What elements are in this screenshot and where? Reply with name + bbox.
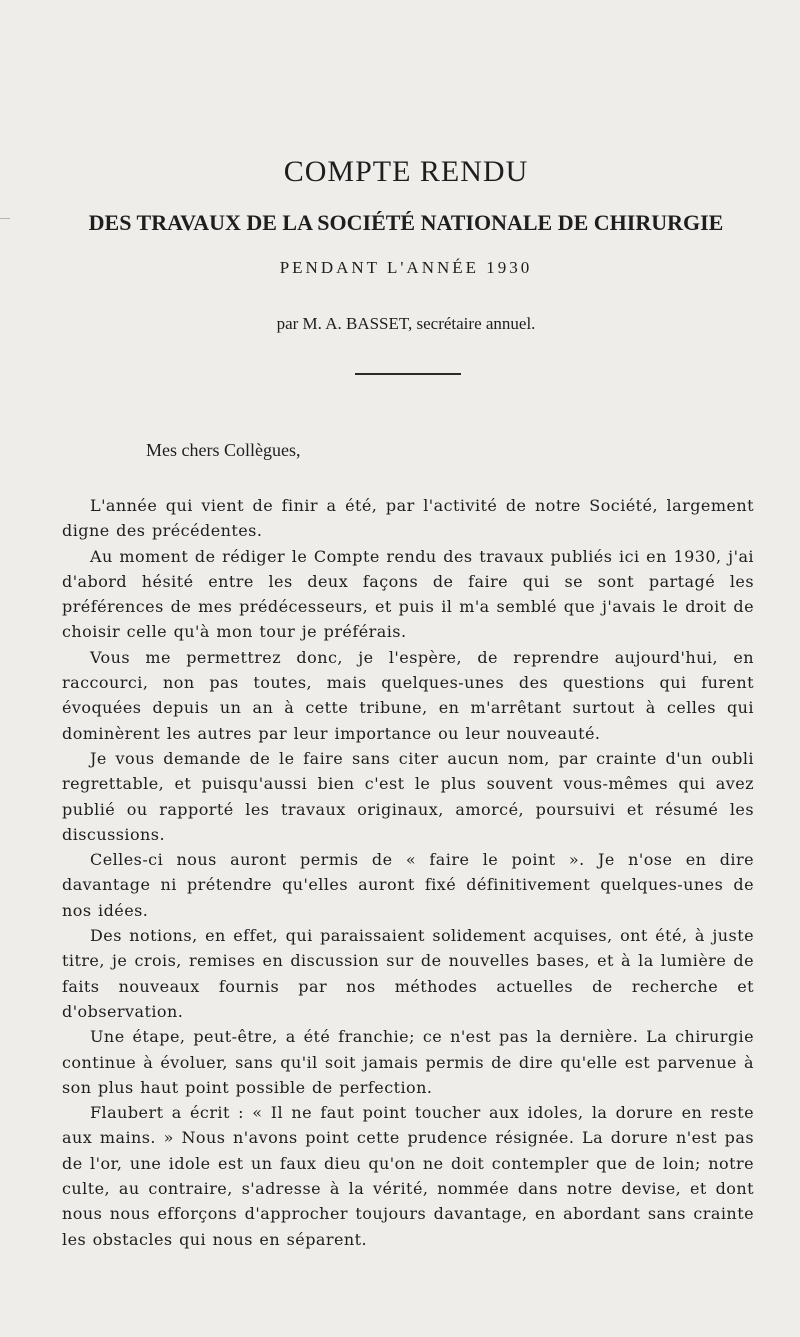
paragraph: Je vous demande de le faire sans citer aucun nom, par crainte d'un oubli regrettable, et puisqu'aussi bien c'est le plus souvent vous-mêmes qui avez publié ou rapporté les travaux originaux, amorcé, poursuivi et résumé les discussions. [62, 748, 754, 844]
paragraph: Vous me permettrez donc, je l'espère, de reprendre aujourd'hui, en raccourci, non pas toutes, mais quelques-unes des questions qui furent évoquées depuis un an à cette tribune, en m'arrêtant surtout à celles qui dominèrent les autres par leur importance ou leur nouveauté. [62, 647, 754, 743]
paragraph: Celles-ci nous auront permis de « faire le point ». Je n'ose en dire davantage ni prétendre qu'elles auront fixé définitivement quelques-unes de nos idées. [62, 850, 754, 920]
paragraph: Des notions, en effet, qui paraissaient solidement acquises, ont été, à juste titre, je crois, remises en discussion sur de nouvelles bases, et à la lumière de faits nouveaux fournis par nos méthodes actuelles de recherche et d'observation. [62, 926, 754, 1021]
paragraph: Au moment de rédiger le Compte rendu des travaux publiés ici en 1930, j'ai d'abord hésité entre les deux façons de faire qui se sont partagé les préférences de mes prédécesseurs, et puis il m'a semblé que j'avais le droit de choisir celle qu'à mon tour je préférais. [62, 546, 754, 642]
paragraph: L'année qui vient de finir a été, par l'activité de notre Société, largement digne des précédentes. [62, 496, 754, 541]
body-text [62, 493, 754, 1252]
year-line: PENDANT L'ANNÉE 1930 [279, 258, 533, 277]
paragraph: Une étape, peut-être, a été franchie; ce n'est pas la dernière. La chirurgie continue à évoluer, sans qu'il soit jamais permis de dire qu'elle est parvenue à son plus haut point possible de perfection. [62, 1027, 754, 1097]
document-subtitle: DES TRAVAUX DE LA SOCIÉTÉ NATIONALE DE CHIRURGIE [88, 210, 724, 235]
paragraph: Flaubert a écrit : « Il ne faut point toucher aux idoles, la dorure en reste aux mains. » Nous n'avons point cette prudence résignée. La dorure n'est pas de l'or, une idole est un faux dieu qu'on ne doit contempler que de loin; notre culte, au contraire, s'adresse à la vérité, nommée dans notre devise, et dont nous nous efforçons d'approcher toujours davantage, en abordant sans crainte les obstacles qui nous en séparent. [62, 1103, 754, 1249]
section-divider [355, 373, 461, 375]
salutation: Mes chers Collègues, [146, 440, 301, 460]
author-line: par M. A. BASSET, secrétaire annuel. [276, 314, 536, 333]
document-title: COMPTE RENDU [283, 155, 529, 188]
